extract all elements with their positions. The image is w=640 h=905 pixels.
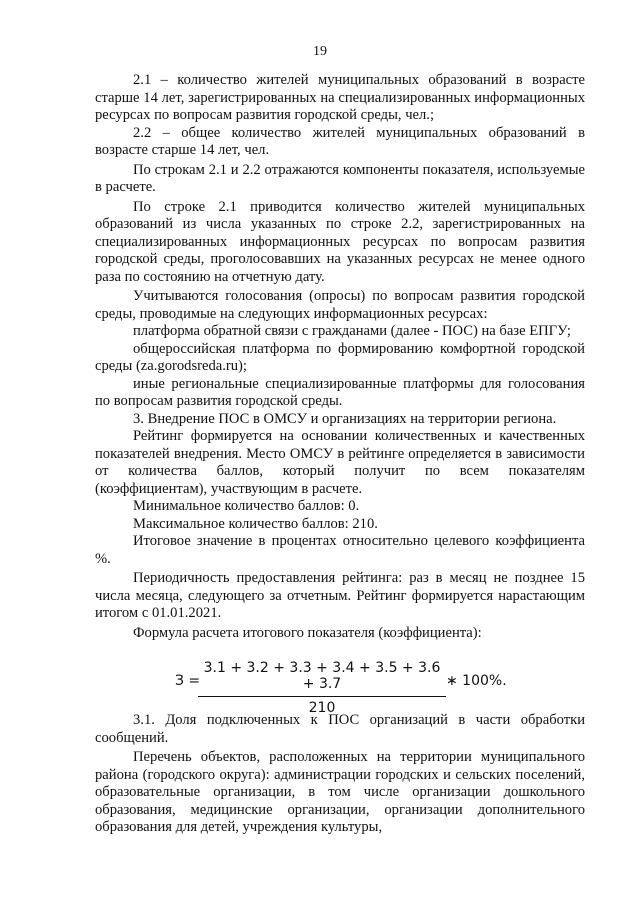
paragraph-final-value: Итоговое значение в процентах относительно целевого коэффициента %. <box>95 533 585 567</box>
formula-fraction <box>198 660 446 716</box>
paragraph-2-2: 2.2 – общее количество жителей муниципальных образований в возрасте старше 14 лет, чел. <box>95 124 585 158</box>
body-text <box>95 72 585 642</box>
paragraph-line-2-1: По строке 2.1 приводится количество жителей муниципальных образований из числа указанных по строке 2.2, зарегистрированных на специализированных информационных ресурсах по вопросам развития городской среды, проголосовавших на указанных ресурсах не менее одного раза по состоянию на отчетную дату. <box>95 198 585 285</box>
list-item-pos: платформа обратной связи с гражданами (далее - ПОС) на базе ЕПГУ; <box>133 323 571 339</box>
list-item-regional: иные региональные специализированные платформы для голосования по вопросам развития городской среды. <box>95 375 585 409</box>
paragraph-lines: По строкам 2.1 и 2.2 отражаются компоненты показателя, используемые в расчете. <box>95 161 585 195</box>
list-item-gorodsreda: общероссийская платформа по формированию комфортной городской среды (za.gorodsreda.ru); <box>95 340 585 374</box>
paragraph-formula-intro: Формула расчета итогового показателя (коэффициента): <box>133 624 482 641</box>
section-3-1-heading: 3.1. Доля подключенных к ПОС организаций в части обработки сообщений. <box>95 712 585 746</box>
formula-numerator: 3.1 + 3.2 + 3.3 + 3.4 + 3.5 + 3.6 + 3.7 <box>198 660 446 697</box>
paragraph-objects-list: Перечень объектов, расположенных на территории муниципального района (городского округа): администрации городских и сельских поселений, образовательные организации, в том числе организации дошкольного образования, медицинские организации, организации дополнительного образования для детей, учреждения культуры, <box>95 749 585 835</box>
formula-denominator: 210 <box>308 700 336 716</box>
paragraph-2-1: 2.1 – количество жителей муниципальных образований в возрасте старше 14 лет, зарегистрированных на специализированных информационных ресурсах по вопросам развития городской среды, чел.; <box>95 72 585 123</box>
paragraph-rating: Рейтинг формируется на основании количественных и качественных показателей внедрения. Место ОМСУ в рейтинге определяется в зависимости от количества баллов, который получит по всем показателям (коэффициентам), участвующим в расчете. <box>95 428 585 497</box>
formula-multiplier: ∗ 100%. <box>446 673 507 689</box>
formula-lhs: З = <box>175 673 201 689</box>
paragraph-min-score: Минимальное количество баллов: 0. <box>133 498 360 514</box>
paragraph-votes: Учитываются голосования (опросы) по вопросам развития городской среды, проводимые на следующих информационных ресурсах: <box>95 288 585 322</box>
page-number: 19 <box>313 44 327 59</box>
paragraph-periodicity: Периодичность предоставления рейтинга: раз в месяц не позднее 15 числа месяца, следующего за отчетным. Рейтинг формируется нарастающим итогом с 01.01.2021. <box>95 570 585 621</box>
paragraph-max-score: Максимальное количество баллов: 210. <box>133 515 378 532</box>
section-3-heading: 3. Внедрение ПОС в ОМСУ и организациях на территории региона. <box>133 410 557 427</box>
body-text-after-formula <box>95 712 585 837</box>
